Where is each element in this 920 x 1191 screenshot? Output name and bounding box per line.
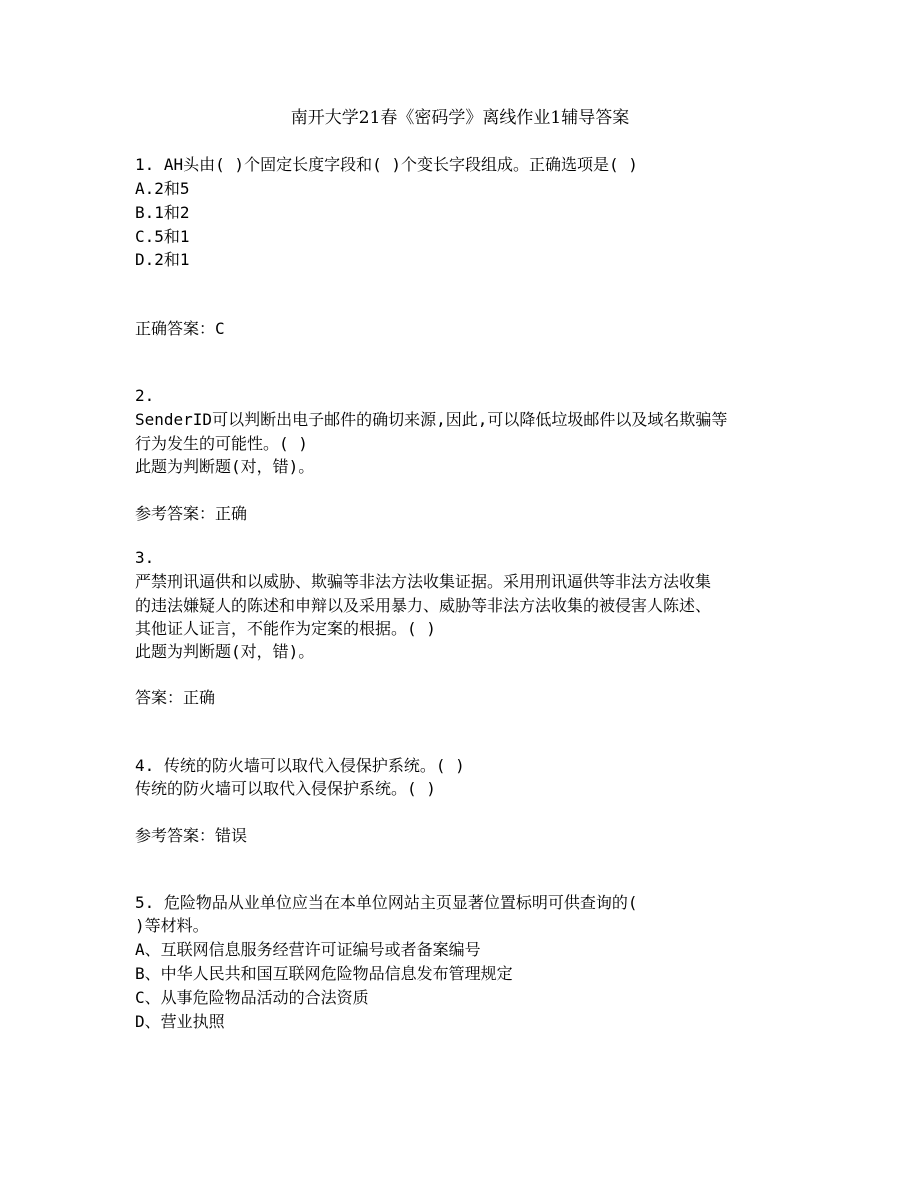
q4-line-2: 传统的防火墙可以取代入侵保护系统。( ) [135,779,436,798]
q2-line-3: 此题为判断题(对，错)。 [135,457,315,476]
q2-number: 2. [135,386,155,405]
q3-line-2: 的违法嫌疑人的陈述和申辩以及采用暴力、威胁等非法方法收集的被侵害人陈述、 [135,596,712,615]
q1-question: 1. AH头由( )个固定长度字段和( )个变长字段组成。正确选项是( ) [135,155,638,174]
q5-line-1: 5. 危险物品从业单位应当在本单位网站主页显著位置标明可供查询的( [135,893,638,912]
q1-answer: 正确答案：C [135,319,225,338]
q1-option-d: D.2和1 [135,250,190,269]
q4-line-1: 4. 传统的防火墙可以取代入侵保护系统。( ) [135,756,465,775]
q1-option-a: A.2和5 [135,179,190,198]
q1-option-b: B.1和2 [135,203,190,222]
q5-option-b: B、中华人民共和国互联网危险物品信息发布管理规定 [135,964,513,983]
q3-number: 3. [135,548,155,567]
q3-line-4: 此题为判断题(对，错)。 [135,642,315,661]
q4-answer: 参考答案：错误 [135,826,248,845]
q3-answer: 答案：正确 [135,688,216,707]
q2-line-1: SenderID可以判断出电子邮件的确切来源,因此,可以降低垃圾邮件以及域名欺骗等 [135,410,728,429]
q5-option-d: D、营业执照 [135,1012,225,1031]
q5-option-a: A、互联网信息服务经营许可证编号或者备案编号 [135,940,481,959]
q5-line-2: )等材料。 [135,916,209,935]
q2-answer: 参考答案：正确 [135,504,248,523]
q2-line-2: 行为发生的可能性。( ) [135,434,308,453]
q3-line-1: 严禁刑讯逼供和以威胁、欺骗等非法方法收集证据。采用刑讯逼供等非法方法收集 [135,572,712,591]
document-title: 南开大学21春《密码学》离线作业1辅导答案 [290,108,630,128]
q5-option-c: C、从事危险物品活动的合法资质 [135,988,369,1007]
q1-option-c: C.5和1 [135,227,190,246]
q3-line-3: 其他证人证言，不能作为定案的根据。( ) [135,619,436,638]
